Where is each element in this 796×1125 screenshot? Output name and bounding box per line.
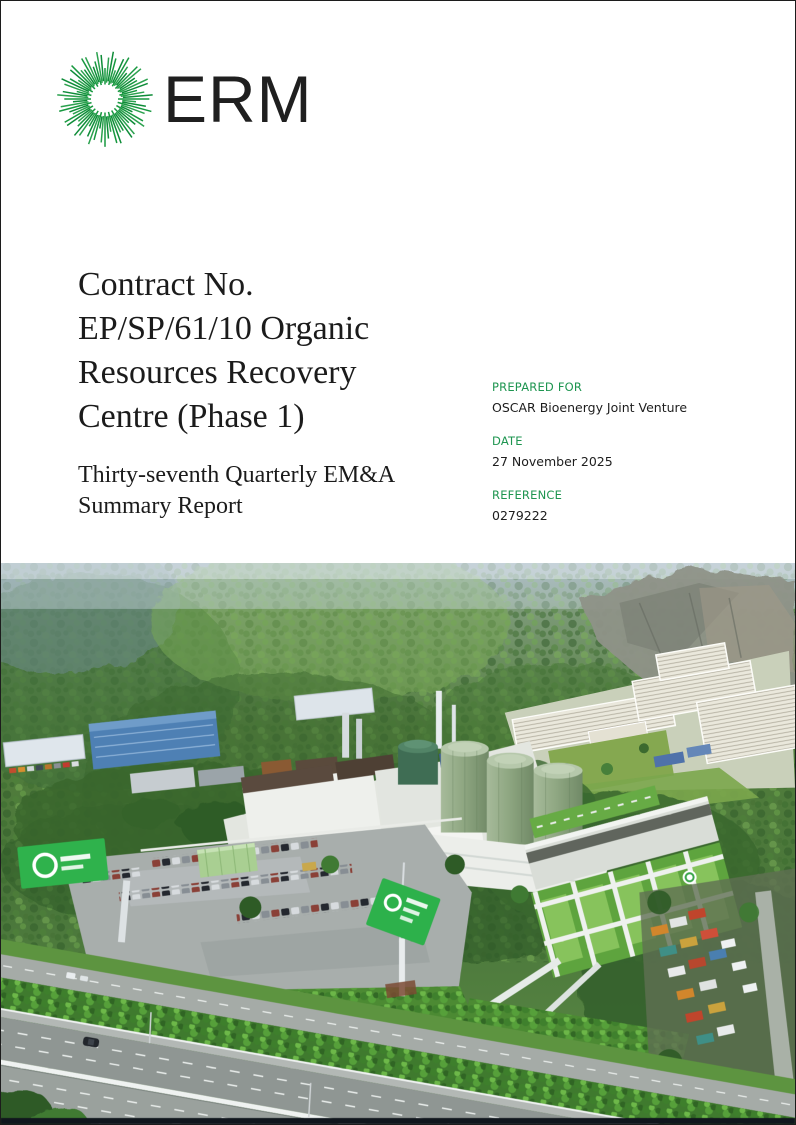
date-group	[492, 434, 782, 470]
title-line: Resources Recovery	[78, 354, 357, 391]
report-meta	[492, 380, 782, 524]
date-value: 27 November 2025	[492, 454, 613, 469]
subtitle-line: Thirty-seventh Quarterly EM&A	[78, 462, 396, 488]
digester-tank	[487, 753, 534, 845]
cover-photo-image	[1, 563, 795, 1124]
reference-group	[492, 488, 782, 524]
prepared-for-label: PREPARED FOR	[492, 380, 583, 394]
cover-photo	[1, 563, 795, 1124]
reference-label: REFERENCE	[492, 488, 563, 502]
photo-bottom-edge	[1, 1118, 795, 1124]
title-line: Centre (Phase 1)	[78, 398, 305, 435]
date-label: DATE	[492, 434, 523, 448]
erm-wordmark: ERM	[163, 62, 313, 136]
reference-value: 0279222	[492, 508, 548, 523]
erm-logo	[55, 49, 313, 149]
report-subtitle	[78, 460, 508, 522]
erm-starburst-icon	[55, 49, 155, 149]
report-title	[78, 263, 508, 439]
prepared-for-group	[492, 380, 782, 416]
subtitle-line: Summary Report	[78, 493, 243, 519]
prepared-for-value: OSCAR Bioenergy Joint Venture	[492, 400, 688, 415]
title-line: Contract No.	[78, 266, 254, 303]
title-line: EP/SP/61/10 Organic	[78, 310, 370, 347]
